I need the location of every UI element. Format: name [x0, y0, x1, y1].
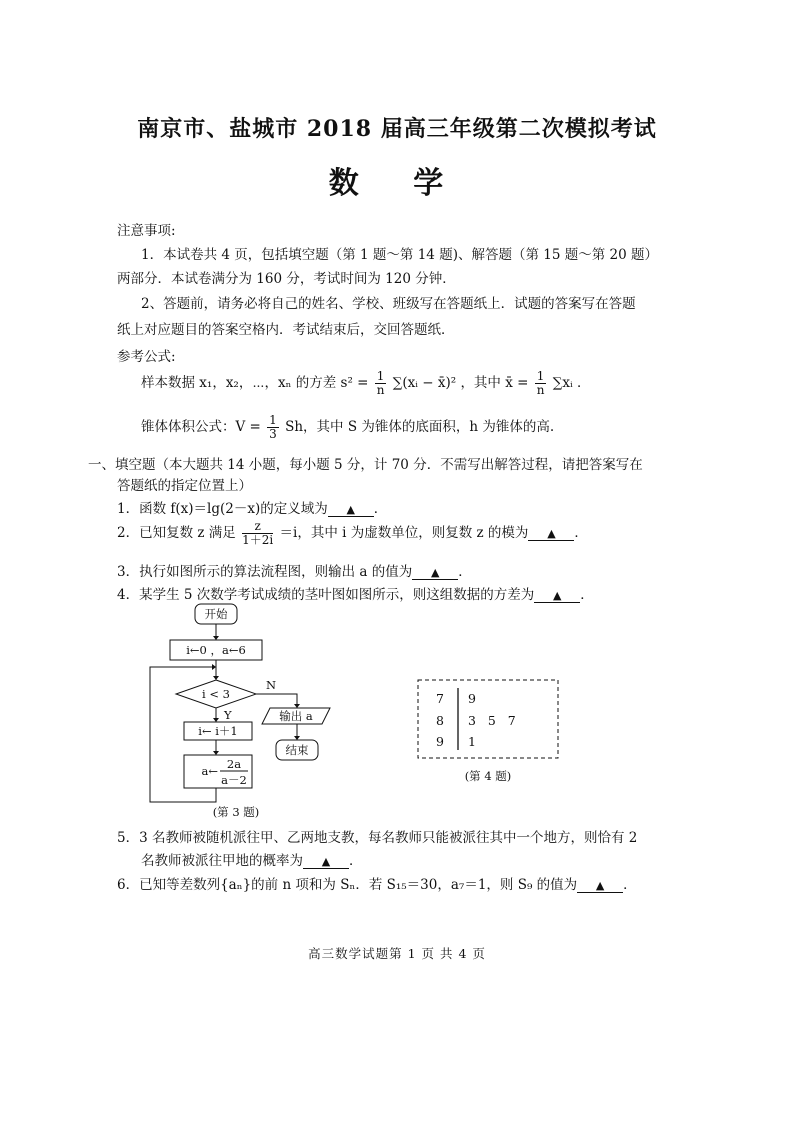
question-4: 4．某学生 5 次数学考试成绩的茎叶图如图所示，则这组数据的方差为 ▲ ． — [117, 587, 594, 603]
answer-blank-1: ▲ — [328, 503, 374, 517]
question-1: 1．函数 f(x)＝lg(2－x)的定义域为 ▲ ． — [117, 501, 388, 517]
stem-leaf-diagram — [416, 676, 562, 788]
exam-title: 南京市、盐城市 2018 届高三年级第二次模拟考试 — [137, 116, 657, 142]
variance-mid: ，其中 x̄ = — [460, 375, 529, 392]
flowchart-diagram — [140, 600, 360, 822]
section1-heading-line1: 一、填空题（本大题共 14 小题，每小题 5 分，计 70 分．不需写出解答过程，请把答案写在 — [88, 457, 643, 473]
notes-heading: 注意事项: — [117, 223, 176, 239]
leaf-row-3: 1 — [468, 734, 476, 749]
notes-item1-line1: 1．本试卷共 4 页，包括填空题（第 1 题～第 14 题)、解答题（第 15 题～第 20 题） — [141, 247, 658, 263]
flowchart-no-label: N — [266, 678, 277, 692]
cone-suffix: Sh，其中 S 为锥体的底面积，h 为锥体的高. — [285, 419, 555, 436]
stem-row-3: 9 — [436, 734, 444, 749]
flowchart-increment-label: i← i＋1 — [198, 724, 238, 738]
leaf-row-2: 3 5 7 — [468, 713, 516, 728]
page-footer: 高三数学试题第 1 页 共 4 页 — [308, 946, 486, 961]
flowchart-start-label: 开始 — [204, 607, 228, 621]
variance-prefix: 样本数据 x₁，x₂，⋯，xₙ 的方差 s² = — [141, 375, 369, 392]
subject-title: 数 学 — [328, 166, 466, 201]
variance-sum: ∑(xᵢ − x̄)² — [392, 375, 457, 392]
mean-sum: ∑xᵢ ． — [552, 375, 591, 392]
answer-blank-2: ▲ — [528, 527, 574, 541]
answer-blank-5: ▲ — [303, 855, 349, 869]
flowchart-yes-label: Y — [224, 708, 232, 722]
flowchart-assign-den: a－2 — [221, 773, 247, 787]
cone-formula — [141, 414, 554, 441]
question-3: 3．执行如图所示的算法流程图，则输出 a 的值为 ▲ ． — [117, 564, 472, 580]
leaf-row-1: 9 — [468, 691, 476, 706]
mean-fraction: $\frac{1}{n}$ — [536, 369, 545, 398]
notes-item2-line1: 2、答题前，请务必将自己的姓名、学校、班级写在答题纸上．试题的答案写在答题 — [141, 296, 636, 312]
section1-heading-line2: 答题纸的指定位置上） — [117, 478, 252, 494]
answer-blank-6: ▲ — [577, 879, 623, 893]
stem-leaf-caption: (第 4 题) — [464, 769, 512, 783]
flowchart-caption: (第 3 题) — [212, 805, 260, 819]
question-6: 6．已知等差数列{aₙ}的前 n 项和为 Sₙ．若 S₁₅＝30，a₇＝1，则 S₉ 的值为 ▲ ． — [117, 877, 637, 893]
question-2: 2．已知复数 z 满足 $\frac{z}{1+2i}$ ＝i，其中 i 为虚数单位，则复数 z 的模为 ▲ ． — [117, 519, 588, 548]
stem-row-2: 8 — [436, 713, 444, 728]
formulas-heading: 参考公式: — [117, 349, 176, 365]
variance-formula — [141, 370, 590, 397]
flowchart-output-label: 输出 a — [279, 709, 313, 723]
flowchart-condition-label: i < 3 — [202, 687, 230, 701]
answer-blank-4: ▲ — [534, 589, 580, 603]
flowchart-assign-num: 2a — [226, 757, 242, 771]
flowchart-assign-prefix: a← — [201, 764, 218, 778]
flowchart-end-label: 结束 — [285, 743, 309, 757]
flowchart-init-label: i←0 ，a←6 — [186, 643, 246, 657]
stem-row-1: 7 — [436, 691, 444, 706]
question-5-line2: 名教师被派往甲地的概率为 ▲ ． — [141, 853, 363, 869]
answer-blank-3: ▲ — [412, 566, 458, 580]
question-5-line1: 5．3 名教师被随机派往甲、乙两地支教，每名教师只能被派往其中一个地方，则恰有 2 — [117, 830, 638, 846]
notes-item1-line2: 两部分．本试卷满分为 160 分，考试时间为 120 分钟． — [117, 271, 456, 287]
variance-fraction: $\frac{1}{n}$ — [376, 369, 385, 398]
cone-fraction: $\frac{1}{3}$ — [269, 413, 277, 442]
cone-prefix: 锥体体积公式：V = — [141, 419, 261, 436]
q2-fraction: $\frac{z}{1+2i}$ — [242, 519, 274, 548]
notes-item2-line2: 纸上对应题目的答案空格内．考试结束后，交回答题纸． — [117, 322, 455, 338]
